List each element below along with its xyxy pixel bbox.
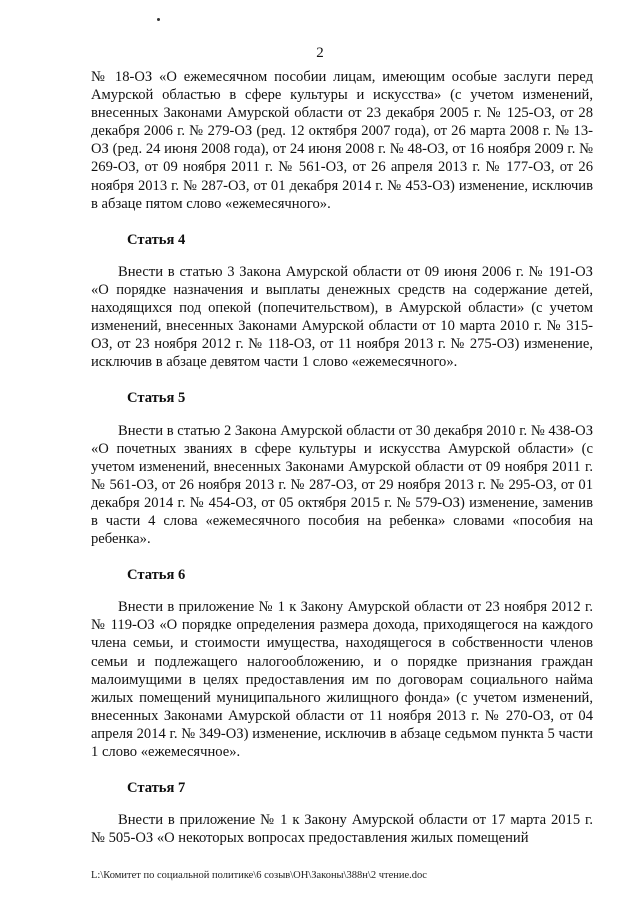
article-6-title: Статья 6	[127, 567, 186, 584]
page-number: 2	[316, 45, 324, 61]
paragraph-article-5: Внести в статью 2 Закона Амурской области от 30 декабря 2010 г. № 438-ОЗ «О почетных званиях в сфере культуры и искусства Амурской области» (с учетом изменений, внесенных Законами Амурской области от 09 ноября 2011 г. № 561-ОЗ, от 26 ноября 2013 г. № 287-ОЗ, от 29 ноября 2013 г. № 295-ОЗ, от 01 декабря 2014 г. № 454-ОЗ, от 05 октября 2015 г. № 579-ОЗ) изменение, заменив в части 4 слова «ежемесячного пособия на ребенка» словами «пособия на ребенка».	[91, 422, 594, 548]
article-7-title: Статья 7	[127, 780, 186, 797]
article-4-title: Статья 4	[127, 231, 186, 248]
paragraph-article-6: Внести в приложение № 1 к Закону Амурской области от 23 ноября 2012 г. № 119-ОЗ «О порядке определения размера дохода, приходящегося на каждого члена семьи, и стоимости имущества, находящегося в собственности членов семьи и подлежащего налогообложению, и о порядке признания граждан малоимущими в целях предоставления им по договорам социального найма жилых помещений муниципального жилищного фонда» (с учетом изменений, внесенных Законами Амурской области от 11 ноября 2013 г. № 270-ОЗ, от 04 апреля 2014 г. № 349-ОЗ) изменение, исключив в абзаце седьмом пункта 5 части 1 слово «ежемесячное».	[91, 599, 593, 760]
document-body	[91, 68, 593, 847]
paragraph-article-7: Внести в приложение № 1 к Закону Амурской области от 17 марта 2015 г. № 505-ОЗ «О некоторых вопросах предоставления жилых помещений	[91, 812, 593, 847]
file-path-footer: L:\Комитет по социальной политике\6 созыв\ОН\Законы\388н\2 чтение.doc	[91, 870, 427, 881]
paragraph-article-4: Внести в статью 3 Закона Амурской области от 09 июня 2006 г. № 191-ОЗ «О порядке назначения и выплаты денежных средств на содержание детей, находящихся под опекой (попечительством), в Амурской области» (с учетом изменений, внесенных Законами Амурской области от 10 марта 2010 г. № 315-ОЗ, от 23 ноября 2012 г. № 118-ОЗ, от 11 ноября 2013 г. № 275-ОЗ) изменение, исключив в абзаце девятом части 1 слово «ежемесячного».	[91, 263, 593, 371]
paragraph-article-3-continuation: № 18-ОЗ «О ежемесячном пособии лицам, имеющим особые заслуги перед Амурской областью в сфере культуры и искусства» (с учетом изменений, внесенных Законами Амурской области от 23 декабря 2005 г. № 125-ОЗ, от 28 декабря 2006 г. № 279-ОЗ (ред. 12 октября 2007 года), от 26 марта 2008 г. № 13-ОЗ (ред. 24 июня 2008 года), от 24 июня 2008 г. № 48-ОЗ, от 16 ноября 2009 г. № 269-ОЗ, от 09 ноября 2011 г. № 561-ОЗ, от 26 апреля 2013 г. № 177-ОЗ, от 26 ноября 2013 г. № 287-ОЗ, от 01 декабря 2014 г. № 453-ОЗ) изменение, исключив в абзаце пятом слово «ежемесячного».	[91, 69, 593, 212]
scan-speck	[157, 18, 160, 21]
article-5-title: Статья 5	[127, 390, 186, 407]
